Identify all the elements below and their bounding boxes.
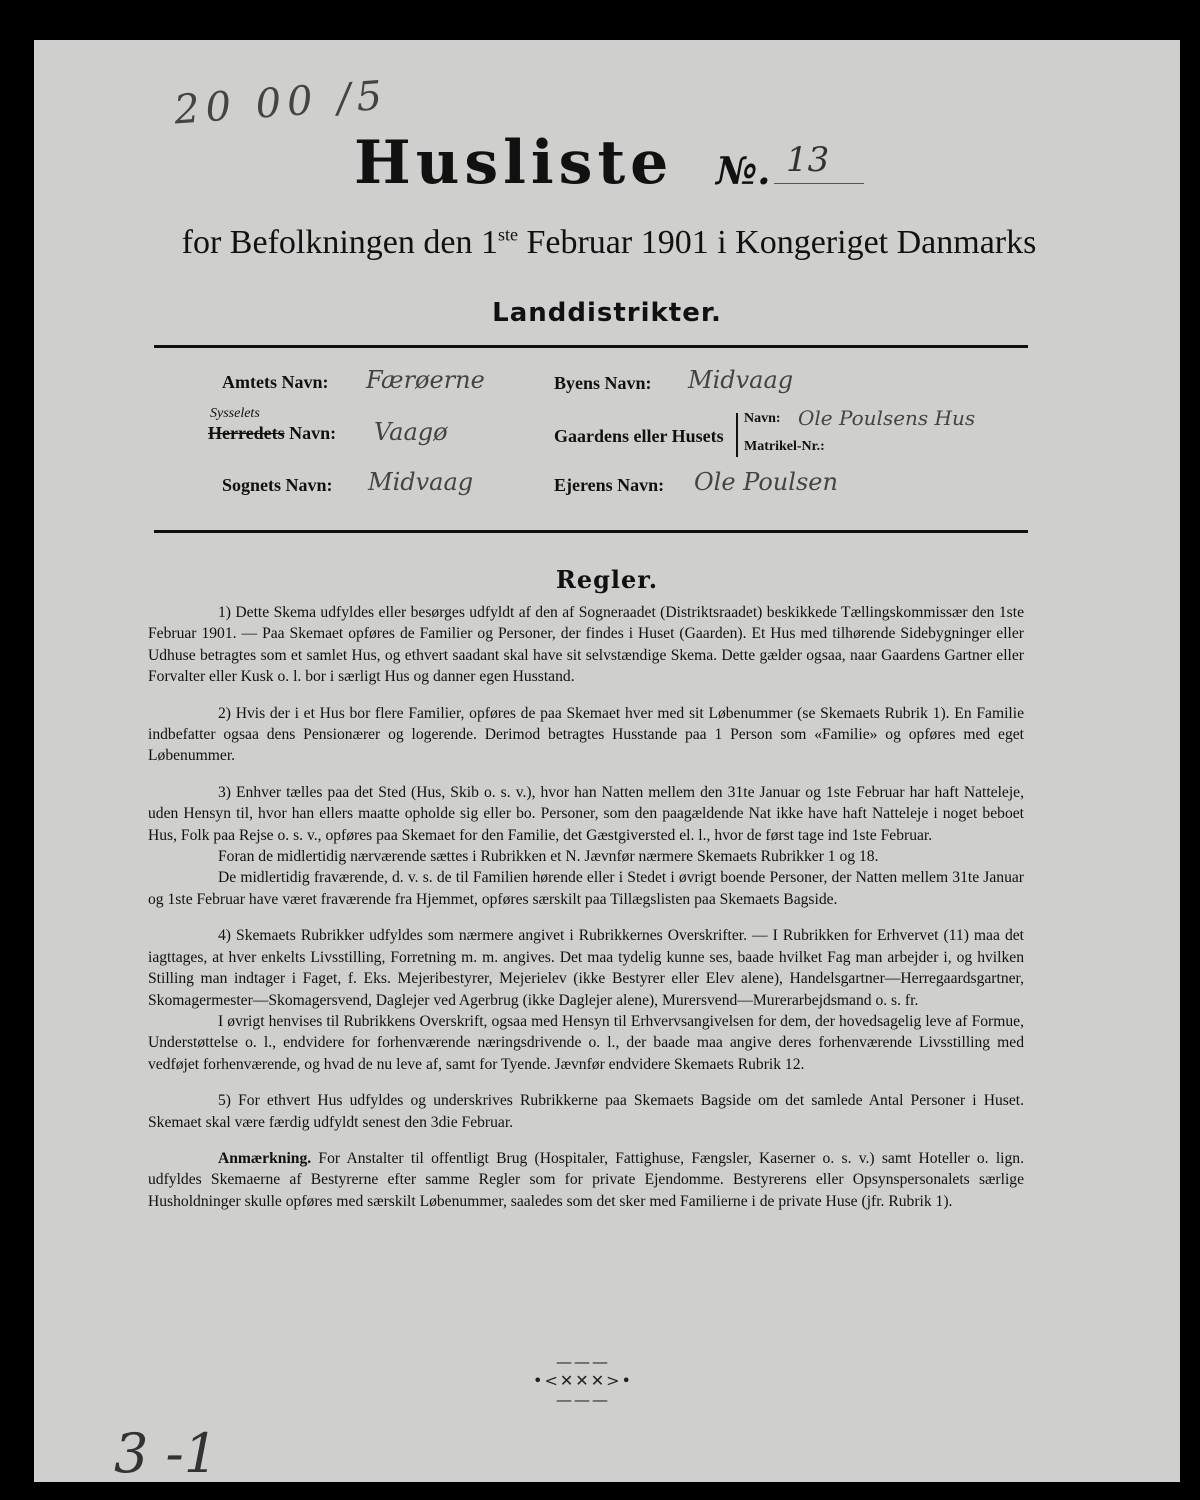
herred-label-suffix: Navn: — [284, 423, 337, 443]
by-value: Midvaag — [688, 366, 794, 394]
rule-paragraph-4b: I øvrigt henvises til Rubrikkens Overskrift, ogsaa med Hensyn til Erhvervsangivelsen for dem, der hovedsagelig leve af Formue, Understøttelse o. l., endvidere for forhenværende næringsdrivende o. l., der baade maa angive deres forhenværende Livsstilling med vedføjet forhenværende, og hvad de nu leve af, samt for Tyende. Jævnfør endvidere Skemaets Rubrik 12. — [148, 1012, 1024, 1073]
rule-paragraph-1: 1) Dette Skema udfyldes eller besørges udfyldt af den af Sogneraadet (Distriktsraadet) beskikkede Tællingskommissær den 1ste Februar 1901. — Paa Skemaet opføres de Familier og Personer, der findes i Huset (Gaarden). Et Hus med tilhørende Sidebygninger eller Udhuse betragtes som et samlet Hus, og ethvert saadant skal have sit selvstændige Skema. Dette gælder ogsaa, naar Gaardens Gartner eller Forvalter eller Kusk o. l. bor i særligt Hus og danner egen Husstand. — [148, 604, 1024, 686]
herred-label-struck: Herredets — [208, 423, 285, 443]
rule-paragraph-5: 5) For ethvert Hus udfyldes og underskrives Rubrikkerne paa Skemaets Bagside om det samlede Antal Personer i Huset. Skemaet skal være færdig udfyldt senest den 3die Februar. — [148, 1092, 1024, 1131]
divider-bottom — [154, 530, 1028, 533]
census-form-page — [34, 40, 1180, 1485]
handwritten-corner-note: 20 00 /5 — [172, 72, 390, 134]
rule-paragraph-2: 2) Hvis der i et Hus bor flere Familier, opføres de paa Skemaet hver med sit Løbenummer (se Skemaets Rubrik 1). En Familie indbefatter ogsaa dens Pensionærer og logerende. Derimod betragtes Husstande paa 1 Person som «Familie» og opføres med eget Løbenummer. — [148, 704, 1024, 765]
form-number-value: 13 — [786, 140, 830, 180]
rule-paragraph-3: 3) Enhver tælles paa det Sted (Hus, Skib o. s. v.), hvor han Natten mellem den 31te Januar og 1ste Februar har haft Natteleje, uden Hensyn til, hvor han ellers maatte opholde sig eller bo. Personer, som den paagældende Nat ikke have haft Natteleje i noget beboet Hus, Folk paa Rejse o. s. v., opføres paa Skemaet for den Familie, det Gæstgiversted el. l., hvor de først tage ind 1ste Februar. — [148, 783, 1024, 844]
herred-value: Vaagø — [374, 418, 448, 446]
handwritten-bottom-note: 3 -1 — [114, 1422, 219, 1485]
note-text: For Anstalter til offentligt Brug (Hospitaler, Fattighuse, Fængsler, Kaserner o. s. v.) samt Hoteller o. lign. udfyldes Skemaerne af Bestyrerne efter samme Regler som for private Ejendomme. Bestyrerens eller Opsynspersonalets særlige Husholdninger skulle opføres med særskilt Løbenummer, saaledes som det sker med Familierne i de private Huse (jfr. Rubrik 1). — [148, 1149, 1024, 1210]
number-mark: №. — [716, 148, 771, 193]
gaard-navn-value: Ole Poulsens Hus — [798, 406, 976, 430]
district-heading: Landdistrikter. — [492, 298, 722, 328]
rules-heading: Regler. — [555, 565, 659, 594]
gaard-label: Gaardens eller Husets — [554, 426, 724, 446]
sysselet-label: Sysselets — [210, 406, 260, 421]
rules-body — [148, 602, 1024, 1227]
note-label: Anmærkning. — [218, 1149, 312, 1167]
matrikel-label: Matrikel-Nr.: — [744, 439, 825, 454]
sogn-value: Midvaag — [368, 468, 474, 496]
subtitle-superscript: ste — [497, 224, 518, 245]
ejer-label: Ejerens Navn: — [554, 475, 665, 495]
form-title: Husliste — [354, 128, 674, 198]
rule-paragraph-3c: De midlertidig fraværende, d. v. s. de til Familien hørende eller i Stedet i øvrigt boende Personer, der Natten mellem 31te Januar og 1ste Februar have været fraværende fra Hjemmet, opføres særskilt paa Tillægslisten paa Skemaets Bagside. — [148, 869, 1024, 908]
subtitle-start: for Befolkningen den 1 — [181, 224, 498, 261]
ejer-value: Ole Poulsen — [694, 468, 838, 496]
gaard-navn-label: Navn: — [744, 411, 781, 426]
rule-paragraph-3b: Foran de midlertidig nærværende sættes i Rubrikken et N. Jævnfør nærmere Skemaets Rubrikker 1 og 18. — [218, 848, 879, 866]
number-underline — [774, 183, 864, 184]
ornament-divider: ———•<✕✕✕>•——— — [533, 1352, 633, 1409]
amt-label: Amtets Navn: — [222, 372, 329, 392]
form-subtitle — [164, 224, 1054, 262]
field-brace — [736, 413, 738, 457]
sogn-label: Sognets Navn: — [222, 475, 333, 495]
rule-paragraph-4: 4) Skemaets Rubrikker udfyldes som nærmere angivet i Rubrikkernes Overskrifter. — I Rubrikken for Erhvervet (11) maa det iagttages, at hver enkelts Livsstilling, Forretning m. m. angives. Det maa tydelig kunne ses, baade hvilket Fag man arbejder i, og hvilken Stilling man indtager i Faget, f. Eks. Mejeribestyrer, Mejerielev (ikke Bestyrer eller Elev alene), Handelsgartner—Herregaardsgartner, Skomagermester—Skomagersvend, Daglejer ved Agerbrug (ikke Daglejer alene), Murersvend—Murerarbejdsmand o. s. fr. — [148, 927, 1024, 1009]
by-label: Byens Navn: — [554, 373, 652, 393]
note-paragraph — [148, 1148, 1024, 1212]
herred-label — [208, 423, 336, 444]
divider-top — [154, 345, 1028, 348]
amt-value: Færøerne — [366, 366, 485, 394]
subtitle-end: Februar 1901 i Kongeriget Danmarks — [517, 224, 1037, 261]
